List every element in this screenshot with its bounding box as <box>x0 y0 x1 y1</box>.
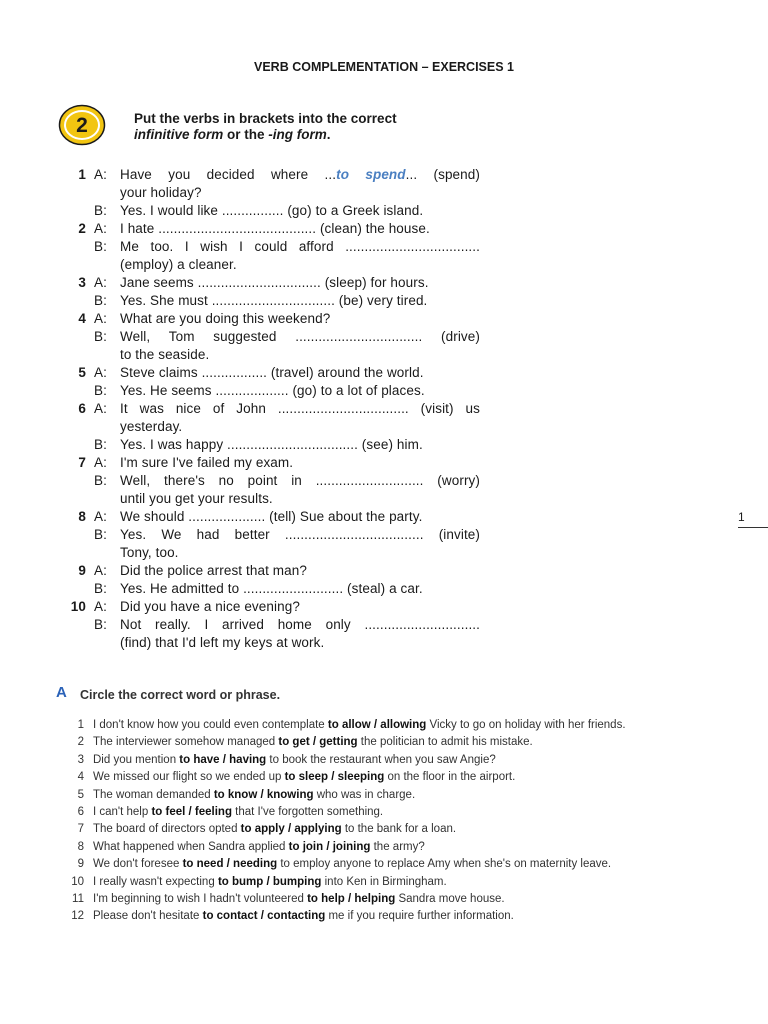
section-a-item <box>56 839 676 856</box>
exercise2-list <box>60 166 480 652</box>
choice-options[interactable]: to sleep / sleeping <box>284 771 385 784</box>
item-number: 8 <box>78 509 86 524</box>
choice-options[interactable]: to have / having <box>179 753 267 766</box>
item-text: Yes. He admitted to .......................... (steal) a car. <box>120 581 423 596</box>
instruction-line-2: infinitive form or the -ing form. <box>134 127 331 142</box>
item-text: What are you doing this weekend? <box>120 311 331 326</box>
item-text: I'm sure I've failed my exam. <box>120 455 294 470</box>
item-number: 8 <box>77 840 84 853</box>
item-text: We missed our flight so we ended up to sleep / sleeping on the floor in the airport. <box>93 771 516 784</box>
exercise-row <box>60 238 480 256</box>
choice-options[interactable]: to apply / applying <box>240 823 342 836</box>
item-text: Did you have a nice evening? <box>120 599 300 614</box>
choice-options[interactable]: to contact / contacting <box>202 910 326 923</box>
speaker-label: A: <box>94 365 107 380</box>
speaker-label: A: <box>94 275 107 290</box>
speaker-label: A: <box>94 509 107 524</box>
speaker-label: B: <box>94 473 107 488</box>
item-text: We don't foresee to need / needing to employ anyone to replace Amy when she's on maternity leave. <box>93 858 612 871</box>
section-a-item <box>56 752 676 769</box>
item-text: Yes. He seems ................... (go) to a lot of places. <box>120 383 425 398</box>
item-text: Yes. She must ................................ (be) very tired. <box>120 293 428 308</box>
item-text: Yes. I would like ................ (go) to a Greek island. <box>120 203 424 218</box>
exercise-row <box>60 292 480 310</box>
item-number: 6 <box>78 401 86 416</box>
speaker-label: B: <box>94 239 107 254</box>
exercise-row <box>60 256 480 274</box>
example-answer: to spend <box>336 167 406 182</box>
exercise-number-badge <box>58 104 106 146</box>
item-text: The board of directors opted to apply / applying to the bank for a loan. <box>93 823 457 836</box>
item-text: I don't know how you could even contemplate to allow / allowing Vicky to go on holiday with her friends. <box>93 719 626 731</box>
exercise-row <box>60 202 480 220</box>
item-text: I can't help to feel / feeling that I've forgotten something. <box>93 806 384 819</box>
item-text: (employ) a cleaner. <box>120 257 237 272</box>
exercise-row <box>60 346 480 364</box>
section-a-item <box>56 821 676 838</box>
item-text: until you get your results. <box>120 491 273 506</box>
item-text: Did the police arrest that man? <box>120 563 307 578</box>
item-text: Did you mention to have / having to book the restaurant when you saw Angie? <box>93 753 496 766</box>
exercise-row <box>60 310 480 328</box>
speaker-label: A: <box>94 401 107 416</box>
item-text: I really wasn't expecting to bump / bumping into Ken in Birmingham. <box>93 875 447 888</box>
choice-options[interactable]: to allow / allowing <box>327 719 427 731</box>
choice-options[interactable]: to help / helping <box>307 893 396 906</box>
exercise-row <box>60 634 480 652</box>
page-number: 1 <box>738 510 745 524</box>
item-text: Jane seems ................................ (sleep) for hours. <box>120 275 429 290</box>
speaker-label: A: <box>94 311 107 326</box>
exercise-row <box>60 544 480 562</box>
item-text: The woman demanded to know / knowing who was in charge. <box>93 788 416 801</box>
item-number: 9 <box>78 563 86 578</box>
page-number-rule <box>738 527 768 528</box>
item-number: 3 <box>77 753 84 766</box>
item-text: I hate ......................................... (clean) the house. <box>120 221 430 236</box>
section-a-list <box>56 717 676 926</box>
speaker-label: B: <box>94 329 107 344</box>
item-text: yesterday. <box>120 419 183 434</box>
speaker-label: B: <box>94 437 107 452</box>
item-number: 2 <box>78 221 86 236</box>
section-a-item <box>56 734 676 751</box>
exercise-row <box>60 616 480 634</box>
exercise-row <box>60 220 480 238</box>
item-text: (find) that I'd left my keys at work. <box>120 635 325 650</box>
choice-options[interactable]: to feel / feeling <box>151 806 232 819</box>
item-number: 1 <box>78 167 86 182</box>
item-text: We should .................... (tell) Sue about the party. <box>120 509 423 524</box>
item-number: 4 <box>78 311 86 326</box>
speaker-label: B: <box>94 203 107 218</box>
item-text: Well, Tom suggested ................................. (drive) <box>120 329 480 344</box>
exercise-row <box>60 328 480 346</box>
item-number: 10 <box>70 599 86 614</box>
speaker-label: B: <box>94 383 107 398</box>
item-text: Not really. I arrived home only .............................. <box>120 617 480 632</box>
exercise-row <box>60 418 480 436</box>
speaker-label: A: <box>94 167 107 182</box>
speaker-label: A: <box>94 563 107 578</box>
exercise-row <box>60 166 480 184</box>
item-text: What happened when Sandra applied to join / joining the army? <box>93 840 425 853</box>
section-a-item <box>56 874 676 891</box>
section-a-letter: A <box>56 684 67 701</box>
item-text: Steve claims ................. (travel) around the world. <box>120 365 424 380</box>
speaker-label: B: <box>94 581 107 596</box>
item-number: 11 <box>72 893 84 906</box>
item-text: Yes. We had better .................................... (invite) <box>120 527 480 542</box>
section-a-item <box>56 717 676 734</box>
speaker-label: B: <box>94 293 107 308</box>
section-a-item <box>56 856 676 873</box>
exercise-row <box>60 436 480 454</box>
speaker-label: A: <box>94 599 107 614</box>
choice-options[interactable]: to get / getting <box>278 736 358 749</box>
exercise-row <box>60 364 480 382</box>
exercise-row <box>60 472 480 490</box>
item-number: 4 <box>77 771 84 784</box>
item-text: Have you decided where ...to spend... (spend) <box>120 167 480 182</box>
choice-options[interactable]: to know / knowing <box>213 788 314 801</box>
item-number: 7 <box>77 823 84 836</box>
item-number: 5 <box>78 365 86 380</box>
speaker-label: B: <box>94 617 107 632</box>
section-a-item <box>56 787 676 804</box>
exercise-number: 2 <box>76 114 88 137</box>
section-a-instruction: Circle the correct word or phrase. <box>80 688 281 702</box>
exercise-row <box>60 454 480 472</box>
speaker-label: A: <box>94 455 107 470</box>
item-text: your holiday? <box>120 185 202 200</box>
exercise-row <box>60 382 480 400</box>
item-number: 6 <box>77 806 84 819</box>
item-number: 10 <box>71 875 84 888</box>
item-text: The interviewer somehow managed to get / getting the politician to admit his mistake. <box>93 736 533 749</box>
exercise-row <box>60 184 480 202</box>
choice-options[interactable]: to bump / bumping <box>217 875 322 888</box>
item-text: to the seaside. <box>120 347 210 362</box>
item-text: I'm beginning to wish I hadn't volunteered to help / helping Sandra move house. <box>93 893 505 906</box>
item-number: 12 <box>71 910 84 923</box>
choice-options[interactable]: to join / joining <box>288 840 371 853</box>
item-number: 2 <box>77 736 84 749</box>
instruction-line-1: Put the verbs in brackets into the correct <box>134 111 397 126</box>
item-text: It was nice of John .................................. (visit) us <box>120 401 480 416</box>
exercise-row <box>60 274 480 292</box>
exercise-row <box>60 526 480 544</box>
exercise-row <box>60 508 480 526</box>
item-number: 9 <box>77 858 84 871</box>
exercise-row <box>60 580 480 598</box>
exercise-row <box>60 490 480 508</box>
section-a-item <box>56 908 676 925</box>
item-number: 5 <box>77 788 84 801</box>
exercise-row <box>60 562 480 580</box>
item-number: 1 <box>77 719 84 731</box>
section-a-item <box>56 804 676 821</box>
choice-options[interactable]: to need / needing <box>182 858 278 871</box>
exercise-row <box>60 400 480 418</box>
speaker-label: B: <box>94 527 107 542</box>
item-number: 7 <box>78 455 86 470</box>
item-text: Tony, too. <box>120 545 179 560</box>
section-a-item <box>56 891 676 908</box>
item-text: Me too. I wish I could afford ................................... <box>120 239 480 254</box>
item-text: Please don't hesitate to contact / contacting me if you require further information. <box>93 910 514 923</box>
page-title: VERB COMPLEMENTATION – EXERCISES 1 <box>254 60 514 74</box>
item-number: 3 <box>78 275 86 290</box>
speaker-label: A: <box>94 221 107 236</box>
item-text: Well, there's no point in ............................ (worry) <box>120 473 480 488</box>
section-a-item <box>56 769 676 786</box>
exercise2-instruction <box>134 111 397 143</box>
item-text: Yes. I was happy .................................. (see) him. <box>120 437 423 452</box>
exercise-row <box>60 598 480 616</box>
